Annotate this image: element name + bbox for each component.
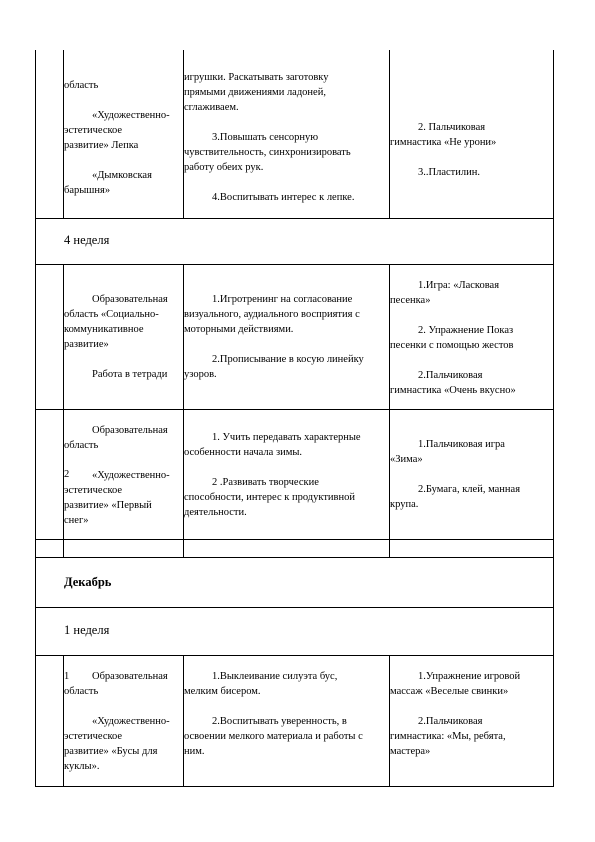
game-line: крупа. xyxy=(390,499,419,510)
area-line: коммуникативное xyxy=(64,324,144,335)
task-line: игрушки. Раскатывать заготовку xyxy=(184,72,329,83)
game-line: 2.Пальчиковая xyxy=(418,370,483,381)
row-divider xyxy=(35,409,554,410)
area-line: «Художественно- xyxy=(92,716,170,727)
row-divider xyxy=(35,607,554,608)
game-line: гимнастика: «Мы, ребята, xyxy=(390,731,506,742)
games-cell xyxy=(390,120,552,180)
area-line: развитие» «Бусы для xyxy=(64,746,158,757)
game-line: 3..Пластилин. xyxy=(418,167,480,178)
task-line: 1.Игротренинг на согласование xyxy=(212,294,353,305)
games-cell xyxy=(390,437,552,512)
tasks-cell xyxy=(184,70,388,205)
area-line: эстетическое xyxy=(64,731,123,742)
row-number: 1 xyxy=(64,671,70,682)
row-number: 2 xyxy=(64,469,70,480)
task-line: способности, интерес к продуктивной xyxy=(184,492,355,503)
row-divider xyxy=(35,655,554,656)
game-line: 2.Бумага, клей, манная xyxy=(418,484,521,495)
row-divider xyxy=(35,539,554,540)
area-line: развитие» «Первый xyxy=(64,500,152,511)
game-line: песенки с помощью жестов xyxy=(390,340,514,351)
area-line: Работа в тетради xyxy=(92,369,168,380)
area-line: куклы». xyxy=(64,761,100,772)
task-line: 2.Воспитывать уверенность, в xyxy=(212,716,347,727)
area-line: барышня» xyxy=(64,185,111,196)
tasks-cell xyxy=(184,292,388,382)
game-line: 2. Пальчиковая xyxy=(418,122,486,133)
area-cell xyxy=(64,669,182,774)
task-line: мелким бисером. xyxy=(184,686,261,697)
area-cell xyxy=(64,292,182,382)
area-line: область xyxy=(64,440,99,451)
task-line: 1. Учить передавать характерные xyxy=(212,432,361,443)
task-line: моторными действиями. xyxy=(184,324,294,335)
task-line: ним. xyxy=(184,746,205,757)
game-line: 1.Пальчиковая игра xyxy=(418,439,505,450)
area-line: снег» xyxy=(64,515,89,526)
row-divider xyxy=(35,557,554,558)
tasks-cell xyxy=(184,669,388,759)
game-line: 2.Пальчиковая xyxy=(418,716,483,727)
area-line: область «Социально- xyxy=(64,309,159,320)
task-line: освоении мелкого материала и работы с xyxy=(184,731,363,742)
area-cell xyxy=(64,423,182,528)
games-cell xyxy=(390,278,552,398)
area-line: развитие» Лепка xyxy=(64,140,139,151)
game-line: массаж «Веселые свинки» xyxy=(390,686,509,697)
month-heading: Декабрь xyxy=(64,575,112,589)
table-bottom-border xyxy=(35,786,554,787)
game-line: гимнастика «Очень вкусно» xyxy=(390,385,516,396)
row-divider xyxy=(35,218,554,219)
task-line: визуального, аудиального восприятия с xyxy=(184,309,360,320)
week-heading: 1 неделя xyxy=(64,623,110,637)
area-line: Образовательная xyxy=(92,671,168,682)
task-line: 2 .Развивать творческие xyxy=(212,477,319,488)
area-line: Образовательная xyxy=(92,294,168,305)
task-line: 3.Повышать сенсорную xyxy=(212,132,319,143)
area-line: «Художественно- xyxy=(92,470,170,481)
task-line: 4.Воспитывать интерес к лепке. xyxy=(212,192,355,203)
task-line: чувствительность, синхронизировать xyxy=(184,147,351,158)
area-cell xyxy=(64,78,182,198)
area-line: эстетическое xyxy=(64,125,123,136)
area-line: Образовательная xyxy=(92,425,168,436)
game-line: гимнастика «Не урони» xyxy=(390,137,497,148)
task-line: 1.Выклеивание силуэта бус, xyxy=(212,671,338,682)
task-line: особенности начала зимы. xyxy=(184,447,303,458)
task-line: деятельности. xyxy=(184,507,247,518)
row-divider xyxy=(35,264,554,265)
game-line: 1.Игра: «Ласковая xyxy=(418,280,500,291)
task-line: работу обеих рук. xyxy=(184,162,264,173)
table-right-border xyxy=(553,50,554,787)
task-line: узоров. xyxy=(184,369,217,380)
games-cell xyxy=(390,669,552,759)
area-line: эстетическое xyxy=(64,485,123,496)
table-left-border xyxy=(35,50,36,787)
game-line: песенка» xyxy=(390,295,431,306)
week-heading: 4 неделя xyxy=(64,233,110,247)
tasks-cell xyxy=(184,430,388,520)
task-line: 2.Прописывание в косую линейку xyxy=(212,354,364,365)
area-line: развитие» xyxy=(64,339,109,350)
task-line: сглаживаем. xyxy=(184,102,239,113)
area-line: «Художественно- xyxy=(92,110,170,121)
area-line: «Дымковская xyxy=(92,170,152,181)
game-line: «Зима» xyxy=(390,454,423,465)
task-line: прямыми движениями ладоней, xyxy=(184,87,326,98)
area-line: область xyxy=(64,686,99,697)
game-line: 2. Упражнение Показ xyxy=(418,325,514,336)
game-line: 1.Упражнение игровой xyxy=(418,671,521,682)
area-line: область xyxy=(64,80,99,91)
game-line: мастера» xyxy=(390,746,431,757)
